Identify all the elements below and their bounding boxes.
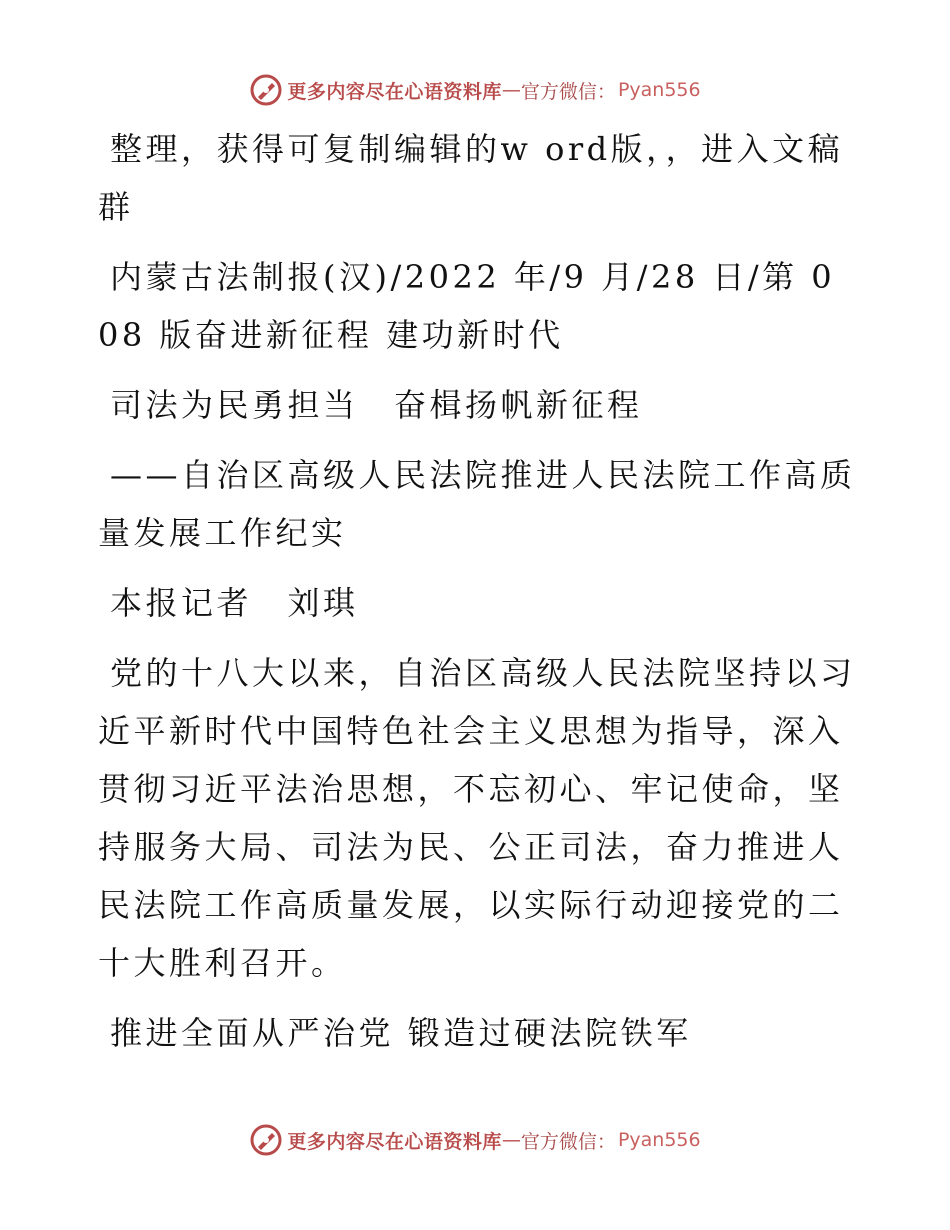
- header-banner: [0, 70, 950, 110]
- banner-official-label: 官方微信：: [520, 1130, 616, 1153]
- banner-wechat-id: Pyan556: [617, 79, 701, 101]
- banner-dash: —: [501, 1129, 521, 1151]
- pen-seal-logo-icon: [249, 1123, 283, 1157]
- banner-dash: —: [501, 79, 521, 101]
- banner-text: 更多内容尽在心语资料库: [287, 80, 502, 103]
- article-title: 司法为民勇担当 奋楫扬帆新征程: [110, 386, 643, 424]
- banner-official-label: 官方微信：: [520, 80, 616, 103]
- intro-line: 整理，获得可复制编辑的w ord版，，进入文稿群: [98, 130, 844, 226]
- document-body: [98, 120, 858, 1076]
- body-paragraph: 党的十八大以来，自治区高级人民法院坚持以习近平新时代中国特色社会主义思想为指导，深入贯彻习近平法治思想，不忘初心、牢记使命，坚持服务大局、司法为民、公正司法，奋力推进人民法院工作高质量发展，以实际行动迎接党的二十大胜利召开。: [98, 654, 856, 982]
- pen-seal-logo-icon: [249, 73, 283, 107]
- banner-text: 更多内容尽在心语资料库: [287, 1130, 502, 1153]
- banner-wechat-id: Pyan556: [617, 1129, 701, 1151]
- footer-banner: [0, 1120, 950, 1160]
- source-line: 内蒙古法制报(汉)/2022 年/9 月/28 日/第 008 版奋进新征程 建功新时代: [98, 258, 836, 354]
- byline: 本报记者 刘琪: [110, 584, 359, 622]
- section-heading: 推进全面从严治党 锻造过硬法院铁军: [110, 1014, 692, 1052]
- article-subtitle: ——自治区高级人民法院推进人民法院工作高质量发展工作纪实: [98, 456, 856, 552]
